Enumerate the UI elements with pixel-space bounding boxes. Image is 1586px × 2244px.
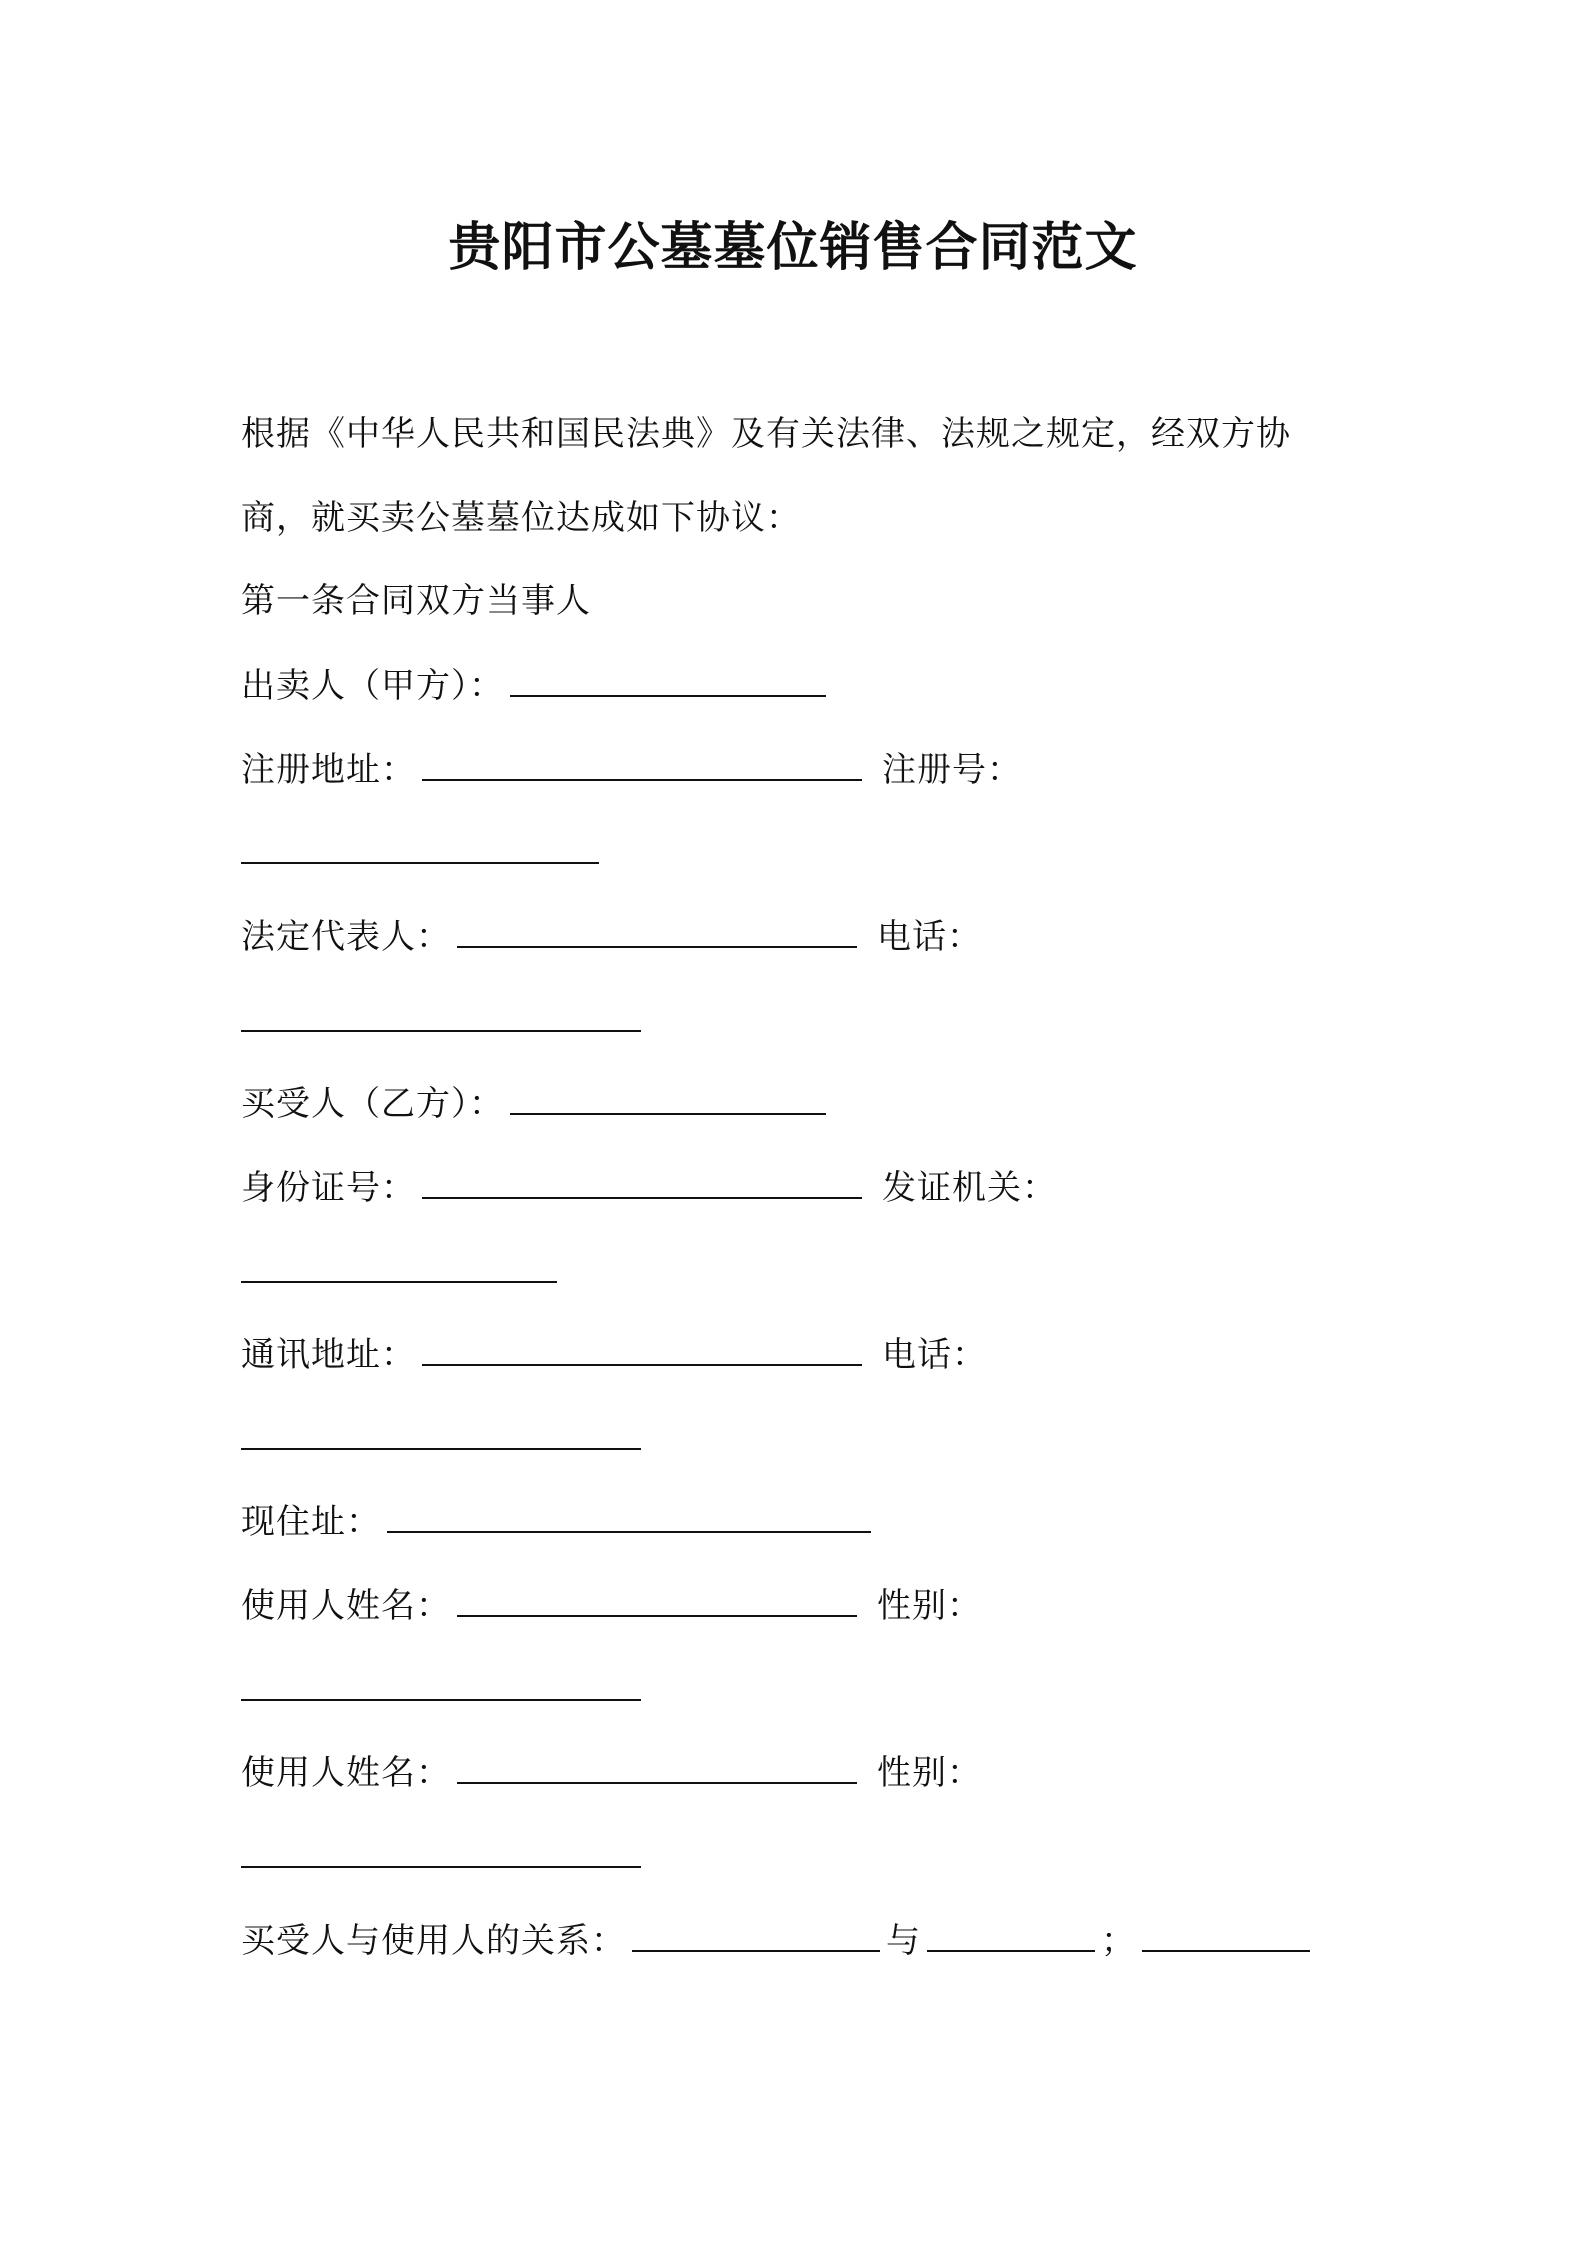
reg-number-blank — [241, 828, 599, 864]
relation-blank-1 — [632, 1916, 880, 1952]
legal-rep-label: 法定代表人： — [241, 917, 451, 957]
user-name-label-1: 使用人姓名： — [241, 1586, 451, 1626]
seller-label: 出卖人（甲方）： — [241, 666, 504, 706]
phone-label-2: 电话： — [882, 1335, 987, 1375]
user-name-label-2: 使用人姓名： — [241, 1753, 451, 1793]
document-title: 贵阳市公墓墓位销售合同范文 — [448, 218, 1138, 278]
reg-address-row — [241, 745, 1022, 794]
reg-address-blank — [422, 745, 862, 781]
intro-line-1: 根据《中华人民共和国民法典》及有关法律、法规之规定，经双方协 — [241, 414, 1291, 454]
buyer-blank — [510, 1079, 826, 1115]
reg-number-row — [241, 828, 605, 877]
gender-2-blank — [241, 1832, 641, 1868]
phone-label-1: 电话： — [877, 917, 982, 957]
relation-label: 买受人与使用人的关系： — [241, 1921, 626, 1961]
seller-blank — [510, 661, 826, 697]
legal-rep-row — [241, 912, 982, 961]
relation-blank-3 — [1142, 1916, 1310, 1952]
relation-and: 与 — [886, 1921, 921, 1961]
relation-separator: ； — [1101, 1921, 1136, 1961]
legal-rep-blank — [457, 912, 857, 948]
id-number-blank — [422, 1163, 862, 1199]
mail-address-label: 通讯地址： — [241, 1335, 416, 1375]
phone-1-row — [241, 996, 647, 1045]
user-2-row — [241, 1748, 982, 1797]
phone-2-blank — [241, 1414, 641, 1450]
current-address-blank — [387, 1497, 871, 1533]
gender-label-2: 性别： — [877, 1753, 982, 1793]
intro-line-2: 商，就买卖公墓墓位达成如下协议： — [241, 498, 801, 538]
mail-address-blank — [422, 1330, 862, 1366]
buyer-label: 买受人（乙方）： — [241, 1084, 504, 1124]
issuing-authority-blank — [241, 1247, 557, 1283]
user-1-row — [241, 1581, 982, 1630]
id-number-label: 身份证号： — [241, 1168, 416, 1208]
gender-label-1: 性别： — [877, 1586, 982, 1626]
mail-address-row — [241, 1330, 987, 1379]
issuing-authority-label: 发证机关： — [882, 1168, 1057, 1208]
gender-1-row — [241, 1665, 647, 1714]
seller-row — [241, 661, 832, 710]
phone-2-row — [241, 1414, 647, 1463]
buyer-row — [241, 1079, 832, 1128]
relation-blank-2 — [927, 1916, 1095, 1952]
issuing-authority-row — [241, 1247, 563, 1296]
phone-1-blank — [241, 996, 641, 1032]
reg-number-label: 注册号： — [882, 750, 1022, 790]
current-address-row — [241, 1497, 877, 1546]
id-number-row — [241, 1163, 1057, 1212]
article-1-heading: 第一条合同双方当事人 — [241, 581, 591, 621]
gender-1-blank — [241, 1665, 641, 1701]
reg-address-label: 注册地址： — [241, 750, 416, 790]
gender-2-row — [241, 1832, 647, 1881]
current-address-label: 现住址： — [241, 1502, 381, 1542]
relation-row — [241, 1916, 1316, 1965]
user-name-2-blank — [457, 1748, 857, 1784]
user-name-1-blank — [457, 1581, 857, 1617]
